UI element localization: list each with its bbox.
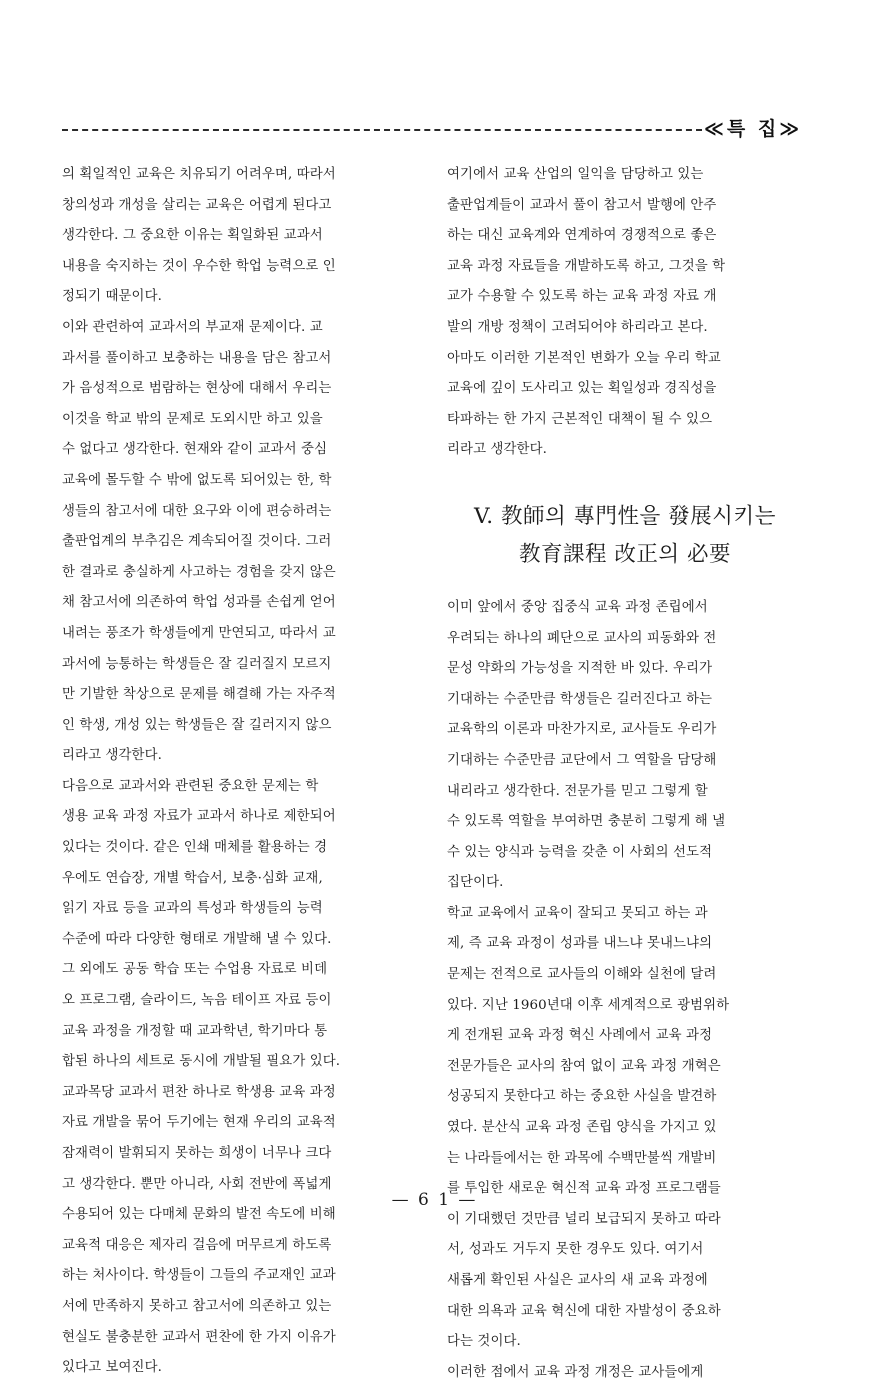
text-line: 교가 수용할 수 있도록 하는 교육 과정 자료 개 <box>447 289 717 305</box>
text-line: 발의 개방 정책이 고려되어야 하리라고 본다. <box>447 319 708 335</box>
text-line: 수 있도록 역할을 부여하면 충분히 그렇게 해 낼 <box>447 814 726 830</box>
text-line: 내용을 숙지하는 것이 우수한 학업 능력으로 인 <box>62 258 336 274</box>
text-line: 대한 의욕과 교육 혁신에 대한 자발성이 중요하 <box>447 1303 721 1319</box>
text-line: 였다. 분산식 교육 과정 존립 양식을 가지고 있 <box>447 1120 717 1136</box>
text-line: 서, 성과도 거두지 못한 경우도 있다. 여기서 <box>447 1242 704 1258</box>
text-line: 수용되어 있는 다매체 문화의 발전 속도에 비해 <box>62 1207 336 1223</box>
text-line: 하는 대신 교육계와 연계하여 경쟁적으로 좋은 <box>447 228 717 244</box>
text-line: 과서를 풀이하고 보충하는 내용을 담은 참고서 <box>62 350 332 366</box>
text-line: 내려는 풍조가 학생들에게 만연되고, 따라서 교 <box>62 625 336 641</box>
text-line: 교과목당 교과서 편찬 하나로 학생용 교육 과정 <box>62 1084 336 1100</box>
text-line: 새롭게 확인된 사실은 교사의 새 교육 과정에 <box>447 1273 708 1288</box>
text-line: 교육에 몰두할 수 밖에 없도록 되어있는 한, 학 <box>62 472 332 488</box>
text-line: 를 투입한 새로운 혁신적 교육 과정 프로그램들 <box>447 1181 721 1197</box>
text-line: 내리라고 생각한다. 전문가를 믿고 그렇게 할 <box>447 783 708 799</box>
text-line: 채 참고서에 의존하여 학업 성과를 손쉽게 얻어 <box>62 595 336 611</box>
text-line: 문제는 전적으로 교사들의 이해와 실천에 달려 <box>447 967 717 983</box>
text-line: 교육학의 이론과 마찬가지로, 교사들도 우리가 <box>447 722 717 738</box>
text-line: 있다고 보여진다. <box>62 1360 162 1376</box>
text-line: 있다. 지난 1960년대 이후 세계적으로 광범위하 <box>447 997 730 1013</box>
text-line: 교육에 깊이 도사리고 있는 획일성과 경직성을 <box>447 381 717 397</box>
text-line: 전문가들은 교사의 참여 없이 교육 과정 개혁은 <box>447 1058 721 1074</box>
text-line: 집단이다. <box>447 875 504 891</box>
text-line: 현실도 불충분한 교과서 편찬에 한 가지 이유가 <box>62 1329 336 1345</box>
text-line: 출판업계들이 교과서 풀이 참고서 발행에 안주 <box>447 197 717 213</box>
text-line: 창의성과 개성을 살리는 교육은 어렵게 된다고 <box>62 197 332 213</box>
text-line: 가 음성적으로 범람하는 현상에 대해서 우리는 <box>62 381 332 397</box>
text-line: 게 전개된 교육 과정 혁신 사례에서 교육 과정 <box>447 1028 713 1044</box>
text-line: 생들의 참고서에 대한 요구와 이에 편승하려는 <box>62 503 332 519</box>
text-line: 이와 관련하여 교과서의 부교재 문제이다. 교 <box>62 319 323 335</box>
text-line: 정되기 때문이다. <box>62 289 162 305</box>
text-line: 이러한 점에서 교육 과정 개정은 교사들에게 <box>447 1364 704 1380</box>
text-line: 수 없다고 생각한다. 현재와 같이 교과서 중심 <box>62 442 328 458</box>
text-line: 교육 과정을 개정할 때 교과학년, 학기마다 통 <box>62 1023 328 1039</box>
text-line: 잠재력이 발휘되지 못하는 희생이 너무나 크다 <box>62 1146 332 1161</box>
text-line: 기대하는 수준만큼 학생들은 길러진다고 하는 <box>447 691 713 707</box>
section-heading <box>447 498 803 574</box>
text-line: 자료 개발을 묶어 두기에는 현재 우리의 교육적 <box>62 1115 336 1131</box>
text-line: 하는 처사이다. 학생들이 그들의 주교재인 교과 <box>62 1268 336 1284</box>
text-line: 기대하는 수준만큼 교단에서 그 역할을 담당해 <box>447 752 717 768</box>
text-line: 과서에 능통하는 학생들은 잘 길러질지 모르지 <box>62 656 332 672</box>
text-line: 교육 과정 자료들을 개발하도록 하고, 그것을 학 <box>447 258 726 274</box>
text-line: 다는 것이다. <box>447 1334 521 1350</box>
header-rule <box>62 129 702 131</box>
text-line: 오 프로그램, 슬라이드, 녹음 테이프 자료 등이 <box>62 993 332 1009</box>
page-number: — 6 1 — <box>391 1190 478 1210</box>
text-line: 합된 하나의 세트로 동시에 개발될 필요가 있다. <box>62 1054 341 1070</box>
text-line: 수준에 따라 다양한 형태로 개발해 낼 수 있다. <box>62 931 332 947</box>
text-line: 인 학생, 개성 있는 학생들은 잘 길러지지 않으 <box>62 717 332 733</box>
text-line: 수 있는 양식과 능력을 갖춘 이 사회의 선도적 <box>447 844 713 860</box>
text-line: 리라고 생각한다. <box>62 748 162 764</box>
text-line: 는 나라들에서는 한 과목에 수백만불씩 개발비 <box>447 1150 717 1166</box>
text-line: 생각한다. 그 중요한 이유는 획일화된 교과서 <box>62 228 323 244</box>
text-line: 있다는 것이다. 같은 인쇄 매체를 활용하는 경 <box>62 840 328 856</box>
text-line: 서에 만족하지 못하고 참고서에 의존하고 있는 <box>62 1298 332 1314</box>
text-line: 다음으로 교과서와 관련된 중요한 문제는 학 <box>62 778 319 794</box>
section-heading-line-1: V. 教師의 專門性을 發展시키는 <box>474 503 776 529</box>
text-line: 타파하는 한 가지 근본적인 대책이 될 수 있으 <box>447 411 713 427</box>
text-line: 성공되지 못한다고 하는 중요한 사실을 발견하 <box>447 1089 717 1105</box>
text-line: 의 획일적인 교육은 치유되기 어려우며, 따라서 <box>62 167 336 182</box>
text-line: 이것을 학교 밖의 문제로 도외시만 하고 있을 <box>62 411 323 427</box>
section-label: ≪특 집≫ <box>704 118 803 140</box>
text-line: 여기에서 교육 산업의 일익을 담당하고 있는 <box>447 167 704 182</box>
text-line: 우에도 연습장, 개별 학습서, 보충·심화 교재, <box>62 870 323 886</box>
text-line: 제, 즉 교육 과정이 성과를 내느냐 못내느냐의 <box>447 936 713 952</box>
text-line: 만 기발한 착상으로 문제를 해결해 가는 자주적 <box>62 687 336 703</box>
text-line: 생용 교육 과정 자료가 교과서 하나로 제한되어 <box>62 809 336 825</box>
text-line: 이 기대했던 것만큼 널리 보급되지 못하고 따라 <box>447 1211 721 1227</box>
text-line: 문성 약화의 가능성을 지적한 바 있다. 우리가 <box>447 661 713 677</box>
text-line: 읽기 자료 등을 교과의 특성과 학생들의 능력 <box>62 901 323 917</box>
text-line: 아마도 이러한 기본적인 변화가 오늘 우리 학교 <box>447 350 721 366</box>
text-line: 교육적 대응은 제자리 걸음에 머무르게 하도록 <box>62 1237 332 1253</box>
text-line: 고 생각한다. 뿐만 아니라, 사회 전반에 폭넓게 <box>62 1176 332 1192</box>
text-line: 리라고 생각한다. <box>447 442 547 458</box>
text-line: 출판업계의 부추김은 계속되어질 것이다. 그러 <box>62 534 332 550</box>
text-line: 우려되는 하나의 폐단으로 교사의 피동화와 전 <box>447 630 717 646</box>
section-heading-line-2: 教育課程 改正의 必要 <box>519 541 731 567</box>
text-line: 학교 교육에서 교육이 잘되고 못되고 하는 과 <box>447 905 708 921</box>
text-line: 그 외에도 공동 학습 또는 수업용 자료로 비데 <box>62 962 328 978</box>
text-line: 이미 앞에서 중앙 집중식 교육 과정 존립에서 <box>447 599 708 615</box>
text-line: 한 결과로 충실하게 사고하는 경험을 갖지 않은 <box>62 564 336 580</box>
